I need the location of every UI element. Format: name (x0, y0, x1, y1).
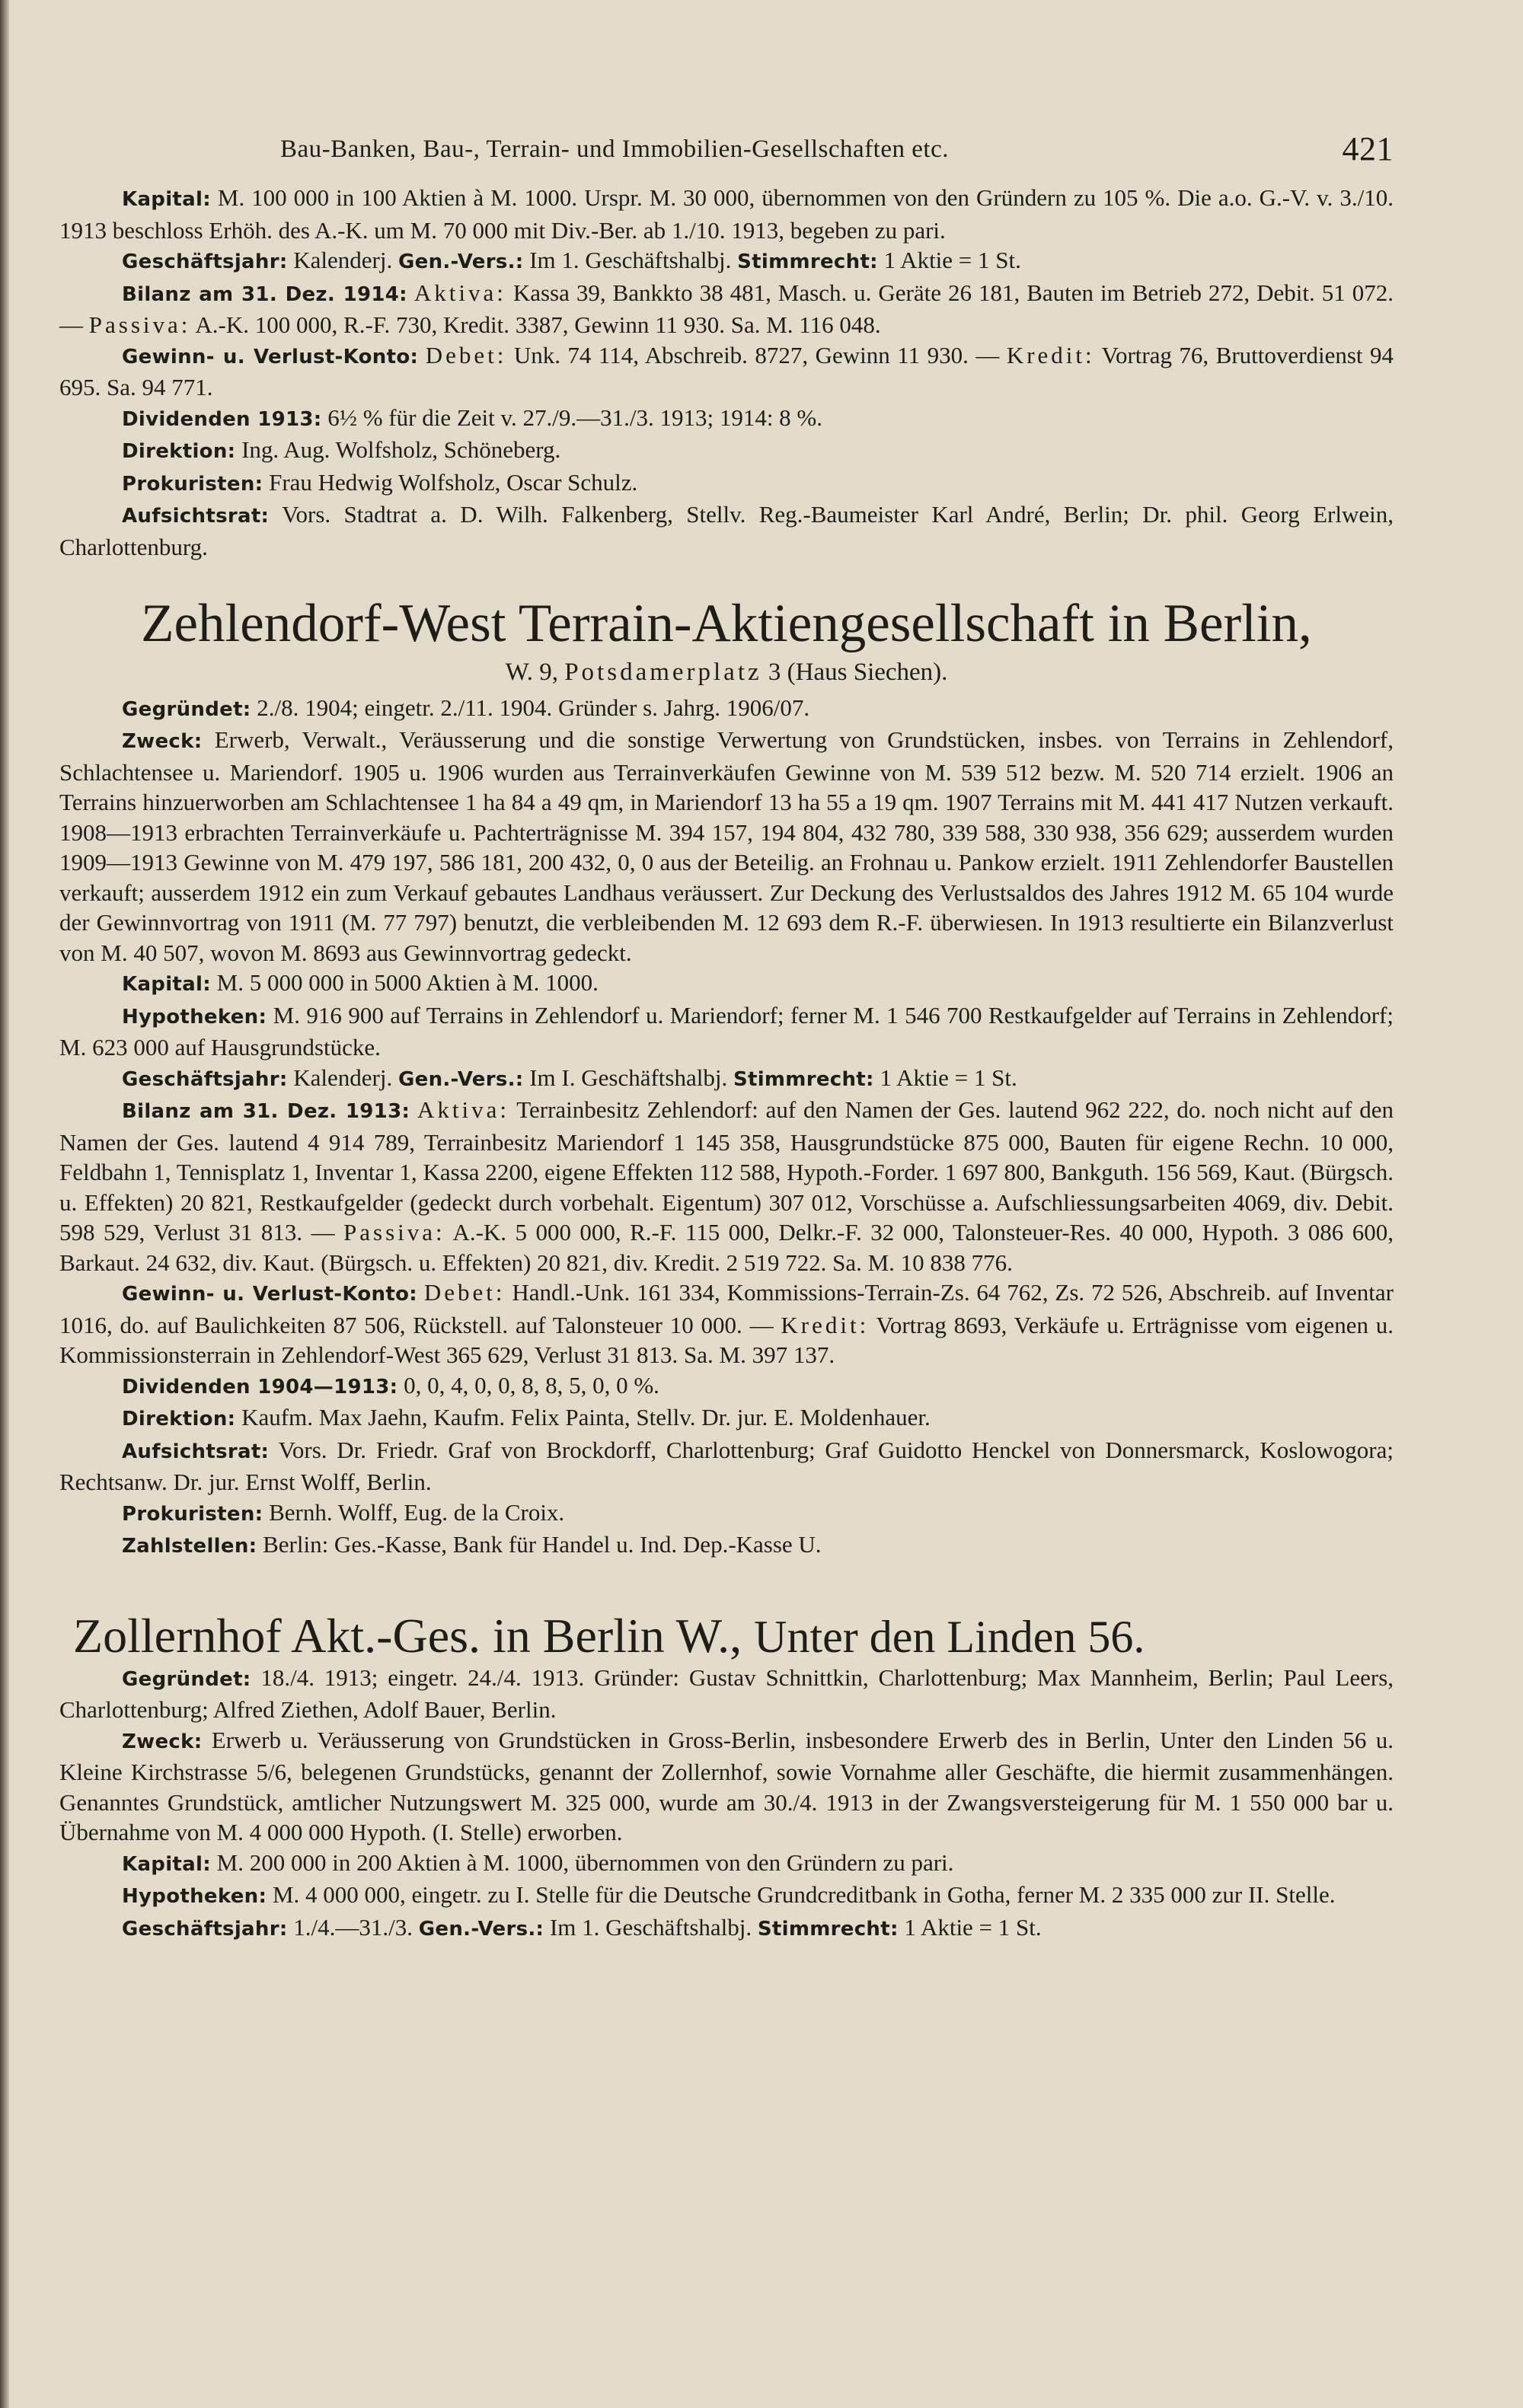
zehlendorf-entry (59, 594, 1394, 1562)
running-header (59, 129, 1394, 183)
zahlstellen-paragraph: Zahlstellen: Berlin: Ges.-Kasse, Bank für Handel u. Ind. Dep.-Kasse U. (122, 1531, 822, 1558)
zweck-paragraph: Zweck: Erwerb u. Veräusserung von Grundstücken in Gross-Berlin, insbesondere Erwerb des in Berlin, Unter den Linden 56 u. Kleine Kirchstrasse 5/6, belegenen Grundstücks, genannt der Zollernhof, sowie Vornahme aller Geschäfte, die hiermit zusammenhängen. Genanntes Grundstück, amtlicher Nutzungswert M. 325 000, wurde am 30./4. 1913 in der Zwangsversteigerung für M. 1 550 000 bar u. Übernahme von M. 4 000 000 Hypoth. (I. Stelle) erworben. (59, 1726, 1394, 1846)
kapital-paragraph: Kapital: M. 200 000 in 200 Aktien à M. 1000, übernommen von den Gründern zu pari. (122, 1848, 954, 1876)
zollernhof-entry (59, 1609, 1394, 1945)
hypotheken-paragraph: Hypotheken: M. 916 900 auf Terrains in Zehlendorf u. Mariendorf; ferner M. 1 546 700 Restkaufgelder auf Terrains in Zehlendorf; M. 623 000 auf Hausgrundstücke. (59, 1001, 1394, 1061)
guv-paragraph: Gewinn- u. Verlust-Konto: Debet: Handl.-Unk. 161 334, Kommissions-Terrain-Zs. 64 762, Zs. 72 526, Abschreib. auf Inventar 1016, do. auf Baulichkeiten 87 506, Rückstell. auf Talonsteuer 10 000. — Kredit: Vortrag 8693, Verkäufe u. Erträgnisse vom eigenen u. Kommissionsterrain in Zehlendorf-West 365 629, Verlust 31 813. Sa. M. 397 137. (59, 1279, 1394, 1369)
running-title: Bau-Banken, Bau-, Terrain- und Immobilien-Gesellschaften etc. (280, 136, 949, 163)
zollernhof-title: Zollernhof Akt.-Ges. in Berlin W., Unter den Linden 56. (73, 1608, 1145, 1663)
direktion-paragraph: Direktion: Kaufm. Max Jaehn, Kaufm. Felix Painta, Stellv. Dr. jur. E. Moldenhauer. (122, 1404, 931, 1431)
hypotheken-paragraph: Hypotheken: M. 4 000 000, eingetr. zu I. Stelle für die Deutsche Grundcreditbank in Gotha, ferner M. 2 335 000 zur II. Stelle. (122, 1881, 1336, 1909)
guv-paragraph: Gewinn- u. Verlust-Konto: Debet: Unk. 74 114, Abschreib. 8727, Gewinn 11 930. — Kredit: Vortrag 76, Bruttoverdienst 94 695. Sa. 94 771. (59, 341, 1394, 400)
aufsichtsrat-paragraph: Aufsichtsrat: Vors. Dr. Friedr. Graf von Brockdorff, Charlottenburg; Graf Guidotto Henckel von Donnersmarck, Koslowogora; Rechtsanw. Dr. jur. Ernst Wolff, Berlin. (59, 1436, 1394, 1496)
zweck-paragraph: Zweck: Erwerb, Verwalt., Veräusserung und die sonstige Verwertung von Grundstücken, insbes. von Terrains in Zehlendorf, Schlachtensee u. Mariendorf. 1905 u. 1906 wurden aus Terrainverkäufen Gewinne von M. 539 512 bezw. M. 520 714 erzielt. 1906 an Terrains hinzuerworben am Schlachtensee 1 ha 84 a 49 qm, in Mariendorf 13 ha 55 a 19 qm. 1907 Terrains mit M. 441 417 Nutzen verkauft. 1908—1913 erbrachten Terrainverkäufe u. Pachterträgnisse M. 394 157, 194 804, 432 780, 339 588, 330 938, 356 629; ausserdem wurden 1909—1913 Gewinne von M. 479 197, 586 181, 200 432, 0, 0 aus der Beteilig. an Frohnau u. Pankow erzielt. 1911 Zehlendorfer Baustellen verkauft; ausserdem 1912 ein zum Verkauf gebautes Landhaus veräussert. Zur Deckung des Verlustsaldos des Jahres 1912 M. 65 104 wurde der Gewinnvortrag von 1911 (M. 77 797) benutzt, die verbleibenden M. 12 693 dem R.-F. überwiesen. In 1913 resultierte ein Bilanzverlust von M. 40 507, wovon M. 8693 aus Gewinnvortrag gedeckt. (59, 726, 1394, 966)
direktion-paragraph: Direktion: Ing. Aug. Wolfsholz, Schöneberg. (122, 436, 561, 463)
prokuristen-paragraph: Prokuristen: Bernh. Wolff, Eug. de la Croix. (122, 1498, 565, 1526)
kapital-paragraph: Kapital: M. 100 000 in 100 Aktien à M. 1000. Urspr. M. 30 000, übernommen von den Gründern zu 105 %. Die a.o. G.-V. v. 3./10. 1913 beschloss Erhöh. des A.-K. um M. 70 000 mit Div.-Ber. ab 1./10. 1913, begeben zu pari. (59, 184, 1394, 244)
kapital-paragraph: Kapital: M. 5 000 000 in 5000 Aktien à M. 1000. (122, 969, 599, 997)
page-binding-edge (0, 0, 9, 2408)
dividenden-paragraph: Dividenden 1904—1913: 0, 0, 4, 0, 0, 8, 8, 5, 0, 0 %. (122, 1371, 659, 1399)
zehlendorf-address: W. 9, Potsdamerplatz 3 (Haus Siechen). (505, 659, 948, 687)
bilanz-paragraph: Bilanz am 31. Dez. 1914: Aktiva: Kassa 39, Bankkto 38 481, Masch. u. Geräte 26 181, Bauten im Betrieb 272, Debit. 51 072. — Passiva: A.-K. 100 000, R.-F. 730, Kredit. 3387, Gewinn 11 930. Sa. M. 116 048. (59, 279, 1394, 338)
geschaeftsjahr-paragraph: Geschäftsjahr: 1./4.—31./3. Gen.-Vers.: Im 1. Geschäftshalbj. Stimmrecht: 1 Aktie = 1 St. (122, 1913, 1042, 1941)
aufsichtsrat-paragraph: Aufsichtsrat: Vors. Stadtrat a. D. Wilh. Falkenberg, Stellv. Reg.-Baumeister Karl André, Berlin; Dr. phil. Georg Erlwein, Charlottenburg. (59, 501, 1394, 560)
page-number: 421 (1342, 130, 1394, 167)
geschaeftsjahr-paragraph: Geschäftsjahr: Kalenderj. Gen.-Vers.: Im 1. Geschäftshalbj. Stimmrecht: 1 Aktie = 1 St. (122, 247, 1021, 273)
gegruendet-paragraph: Gegründet: 18./4. 1913; eingetr. 24./4. 1913. Gründer: Gustav Schnittkin, Charlottenburg; Max Mannheim, Berlin; Paul Leers, Charlottenburg; Alfred Ziethen, Adolf Bauer, Berlin. (59, 1663, 1394, 1724)
prokuristen-paragraph: Prokuristen: Frau Hedwig Wolfsholz, Oscar Schulz. (122, 468, 638, 496)
gegruendet-paragraph: Gegründet: 2./8. 1904; eingetr. 2./11. 1904. Gründer s. Jahrg. 1906/07. (122, 694, 810, 721)
zehlendorf-title: Zehlendorf-West Terrain-Aktiengesellschaft in Berlin, (141, 594, 1312, 653)
geschaeftsjahr-paragraph: Geschäftsjahr: Kalenderj. Gen.-Vers.: Im I. Geschäftshalbj. Stimmrecht: 1 Aktie = 1 St. (122, 1064, 1017, 1091)
bilanz-paragraph: Bilanz am 31. Dez. 1913: Aktiva: Terrainbesitz Zehlendorf: auf den Namen der Ges. lautend 962 222, do. noch nicht auf den Namen der Ges. lautend 4 914 789, Terrainbesitz Mariendorf 1 145 358, Hausgrundstücke 875 000, Bauten für eigene Rechn. 10 000, Feldbahn 1, Tennisplatz 1, Inventar 1, Kassa 2200, eigene Effekten 112 588, Hypoth.-Forder. 1 697 800, Bankguth. 156 569, Kaut. (Bürgsch. u. Effekten) 20 821, Restkaufgelder (gedeckt durch vorbehalt. Eigentum) 307 012, Vorschüsse a. Aufschliessungsarbeiten 4069, div. Debit. 598 529, Verlust 31 813. — Passiva: A.-K. 5 000 000, R.-F. 115 000, Delkr.-F. 32 000, Talonsteuer-Res. 40 000, Hypoth. 3 086 600, Barkaut. 24 632, div. Kaut. (Bürgsch. u. Effekten) 20 821, div. Kredit. 2 519 722. Sa. M. 10 838 776. (59, 1096, 1394, 1276)
previous-company-entry (59, 183, 1394, 562)
dividenden-paragraph: Dividenden 1913: 6½ % für die Zeit v. 27./9.—31./3. 1913; 1914: 8 %. (122, 403, 823, 431)
